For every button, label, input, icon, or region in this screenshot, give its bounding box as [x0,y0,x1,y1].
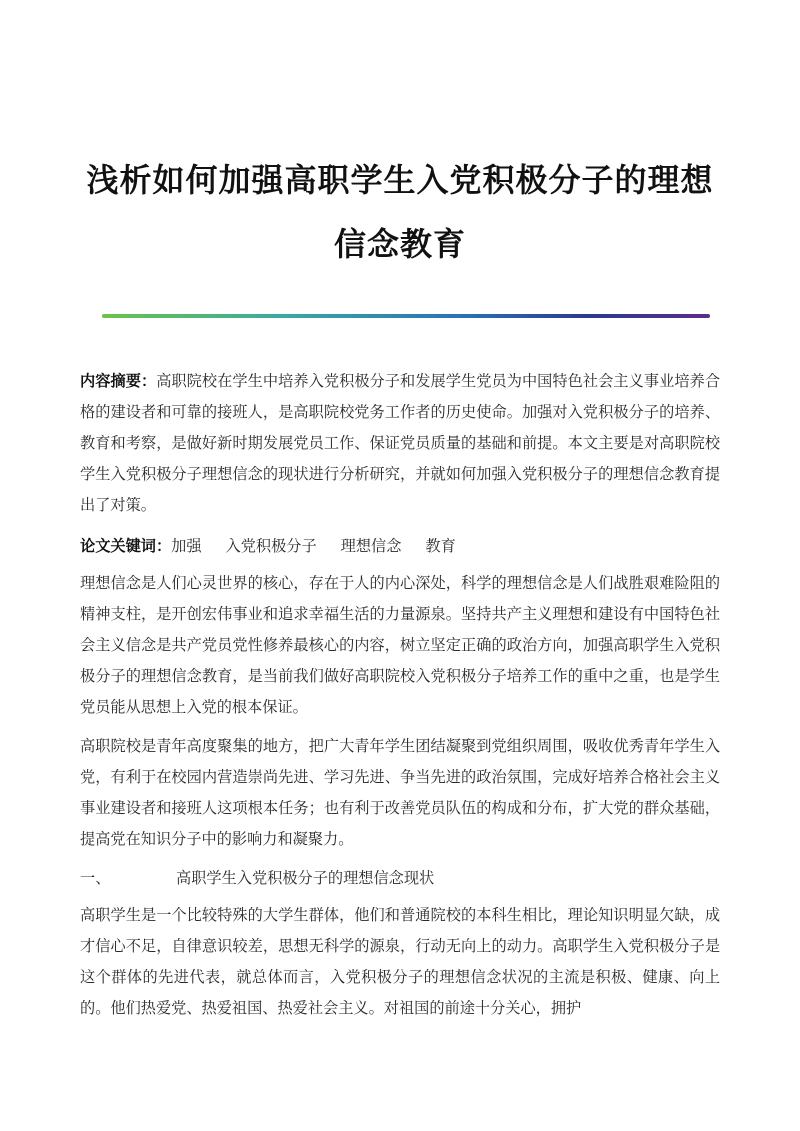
keyword: 教育 [425,537,456,555]
section-number: 一、 [80,869,111,887]
title-divider [102,314,710,318]
keyword: 入党积极分子 [225,537,317,555]
keyword: 加强 [171,537,202,555]
section-heading [80,863,720,894]
body-paragraph: 高职院校是青年高度聚集的地方，把广大青年学生团结凝聚到党组织周围，吸收优秀青年学生入党，有利于在校园内营造崇尚先进、学习先进、争当先进的政治氛围，完成好培养合格社会主义事业建设者和接班人这项根本任务；也有利于改善党员队伍的构成和分布，扩大党的群众基础，提高党在知识分子中的影响力和凝聚力。 [80,737,720,848]
keyword: 理想信念 [340,537,402,555]
section-heading-text: 高职学生入党积极分子的理想信念现状 [176,869,435,887]
abstract-paragraph [80,366,720,521]
keywords-line [80,531,720,562]
document-title-line-2: 信念教育 [333,225,466,263]
abstract-label: 内容摘要： [80,372,157,390]
body-paragraph: 高职学生是一个比较特殊的大学生群体，他们和普通院校的本科生相比，理论知识明显欠缺，成才信心不足，自律意识较差，思想无科学的源泉，行动无向上的动力。高职学生入党积极分子是这个群体的先进代表，就总体而言，入党积极分子的理想信念状况的主流是积极、健康、向上的。他们热爱党、热爱祖国、热爱社会主义。对祖国的前途十分关心，拥护 [80,906,720,1017]
document-title-line-1: 浅析如何加强高职学生入党积极分子的理想 [86,161,714,199]
document-body [80,366,720,1024]
body-paragraph: 理想信念是人们心灵世界的核心，存在于人的内心深处，科学的理想信念是人们战胜艰难险阻的精神支柱，是开创宏伟事业和追求幸福生活的力量源泉。坚持共产主义理想和建设有中国特色社会主义信念是共产党员党性修养最核心的内容，树立坚定正确的政治方向，加强高职学生入党积极分子的理想信念教育，是当前我们做好高职院校入党积极分子培养工作的重中之重，也是学生党员能从思想上入党的根本保证。 [80,574,720,716]
keywords-label: 论文关键词： [80,537,172,555]
abstract-text: 高职院校在学生中培养入党积极分子和发展学生党员为中国特色社会主义事业培养合格的建设者和可靠的接班人，是高职院校党务工作者的历史使命。加强对入党积极分子的培养、教育和考察，是做好新时期发展党员工作、保证党员质量的基础和前提。本文主要是对高职院校学生入党积极分子理想信念的现状进行分析研究，并就如何加强入党积极分子的理想信念教育提出了对策。 [80,372,721,514]
